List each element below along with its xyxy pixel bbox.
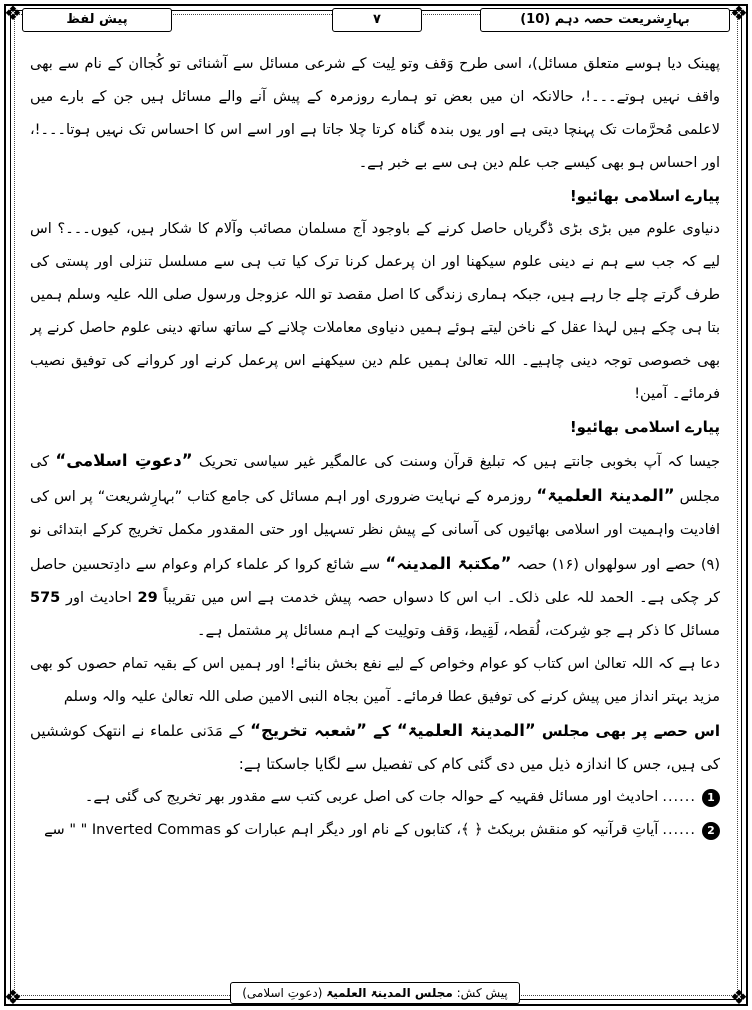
masail-count: 575 bbox=[30, 590, 61, 606]
list-number-badge: 2 bbox=[702, 822, 720, 840]
page-footer bbox=[230, 982, 520, 1004]
list-item-text: احادیث اور مسائل فقہیہ کے حوالہ جات کی اصل عربی کتب سے مقدور بھر تخریج کی گئی ہے۔ bbox=[84, 789, 659, 805]
page-body bbox=[30, 48, 720, 928]
text-run: کی مجلس bbox=[30, 454, 720, 505]
text-run: اس حصے پر بھی مجلس bbox=[535, 722, 720, 740]
text-run: کے مَدَنی علماء نے انتھک کوششیں کی ہیں، جس کا اندازہ ذیل میں دی گئی کام کی تفصیل سے لگایا جاسکتا ہے: bbox=[30, 722, 720, 773]
text-run: احادیث اور bbox=[60, 590, 138, 606]
corner-ornament-icon: ❖ bbox=[4, 1, 22, 25]
footer-subtitle: (دعوتِ اسلامی) bbox=[242, 986, 323, 1000]
section-heading: پیارے اسلامی بھائیو! bbox=[569, 418, 720, 436]
highlight-al-madina-tul-ilmiya: ”المدینۃ العلمیۃ“ bbox=[536, 486, 675, 505]
list-item bbox=[30, 814, 720, 847]
text-run: مسائل کا ذکر ہے جو شِرکت، لُقطہ، لَقِیط، وَقف وتولِیت کے اہم مسائل پر مشتمل ہے۔ bbox=[197, 623, 720, 639]
corner-ornament-icon: ❖ bbox=[730, 1, 748, 25]
footer-organization: مجلس المدینۃ العلمیۃ bbox=[326, 986, 453, 1000]
list-item bbox=[30, 781, 720, 814]
list-item-text: آیاتِ قرآنیہ کو منقش بریکٹ ﴿ ﴾، کتابوں کے نام اور دیگر اہم عبارات کو Inverted Commas " " سے bbox=[44, 822, 659, 838]
corner-ornament-icon: ❖ bbox=[4, 985, 22, 1009]
highlight-dawat-e-islami: ”دعوتِ اسلامی“ bbox=[55, 451, 193, 470]
page-header bbox=[22, 8, 730, 34]
paragraph-1: پھینک دیا ہوسے متعلق مسائل)، اسی طرح وَقف وتو لِیت کے شرعی مسائل سے آشنائی تو کُجاان کے نام سے بھی واقف نہیں ہوتے۔۔۔!، حالانکہ ان میں بعض تو ہمارے روزمرہ کے پیش آنے والے مسائل ہیں جن کے بارے میں لاعلمی مُحرَّمات تک پہنچا دیتی ہے اور یوں بندہ گناہ کرتا چلا جاتا ہے اور اسے اس کا احساس تک نہیں ہوتا۔۔۔!، اور احساس ہو بھی کیسے جب علم دین ہی سے بے خبر ہے۔ bbox=[30, 56, 720, 171]
text-run: جیسا کہ آپ بخوبی جانتے ہیں کہ تبلیغ قرآن وسنت کی عالمگیر غیر سیاسی تحریک bbox=[192, 454, 720, 470]
paragraph-5 bbox=[30, 714, 720, 781]
paragraph-2: دنیاوی علوم میں بڑی بڑی ڈگریاں حاصل کرنے کے باوجود آج مسلمان مصائب وآلام کا شکار ہیں، کیوں۔۔۔؟ اس لیے کہ جب سے ہم نے دینی علوم سیکھنا اور ان پرعمل کرنا ترک کیا تب ہی سے مسلسل تنزلی اور پستی کی طرف گرتے چلے جا رہے ہیں، جبکہ ہماری زندگی کا اصل مقصد تو اللہ عزوجل ورسول صلی اللہ علیہ وسلم ہمیں بتا ہی چکے ہیں لہذا عقل کے ناخن لیتے ہوئے ہمیں دنیاوی معاملات چلانے کے ساتھ ساتھ دینی علوم حاصل کرنے پر بھی خصوصی توجہ دینی چاہیے۔ اللہ تعالیٰ ہمیں علم دین سیکھنے اس پرعمل کرنے اور کروانے کی توفیق نصیب فرمائے۔ آمین! bbox=[30, 221, 720, 402]
hadith-count: 29 bbox=[137, 590, 158, 606]
text-run: سے شائع کروا کر علماء کرام وعوام سے دادِتحسین حاصل کر چکی ہے۔ الحمد للہ علی ذلک۔ اب اس کا دسواں حصہ پیش خدمت ہے اس میں تقریباً bbox=[30, 557, 720, 606]
list-number-badge: 1 bbox=[702, 789, 720, 807]
highlight-shoba-takhreej: ”شعبہ تخریج“ bbox=[250, 721, 367, 740]
highlight-maktaba-tul-madina: ”مکتبۃ المدینہ“ bbox=[385, 554, 512, 573]
corner-ornament-icon: ❖ bbox=[730, 985, 748, 1009]
section-heading: پیارے اسلامی بھائیو! bbox=[569, 187, 720, 205]
footer-label: پیش کش: bbox=[456, 986, 508, 1000]
paragraph-3 bbox=[30, 444, 720, 648]
highlight-al-madina-tul-ilmiya: ”المدینۃ العلمیۃ“ bbox=[396, 721, 536, 740]
list-dots: ...... bbox=[662, 789, 696, 805]
text-run: کے bbox=[366, 722, 397, 740]
book-title: بہارِشریعت حصہ دہم (10) bbox=[480, 8, 730, 32]
section-title: پیش لفظ bbox=[22, 8, 172, 32]
text-run: روزمرہ کے نہایت ضروری اور اہم مسائل کی جامع کتاب ”بہارِشریعت“ پر اس کی افادیت واہمیت اور اسلامی بھائیوں کی آسانی کے پیش نظر تسہیل اور حتی المقدور مکمل تخریج کرکے ابتدائی نو (۹) حصے اور سولھواں (۱۶) حصہ bbox=[30, 489, 720, 573]
paragraph-4: دعا ہے کہ اللہ تعالیٰ اس کتاب کو عوام وخواص کے لیے نفع بخش بنائے! اور ہمیں اس کے بقیہ تمام حصوں کو بھی مزید بہتر انداز میں پیش کرنے کی توفیق عطا فرمائے۔ آمین بجاہ النبی الامین صلی اللہ تعالیٰ علیہ والہ وسلم bbox=[30, 656, 720, 705]
page-number: ۷ bbox=[332, 8, 422, 32]
list-dots: ...... bbox=[662, 822, 696, 838]
